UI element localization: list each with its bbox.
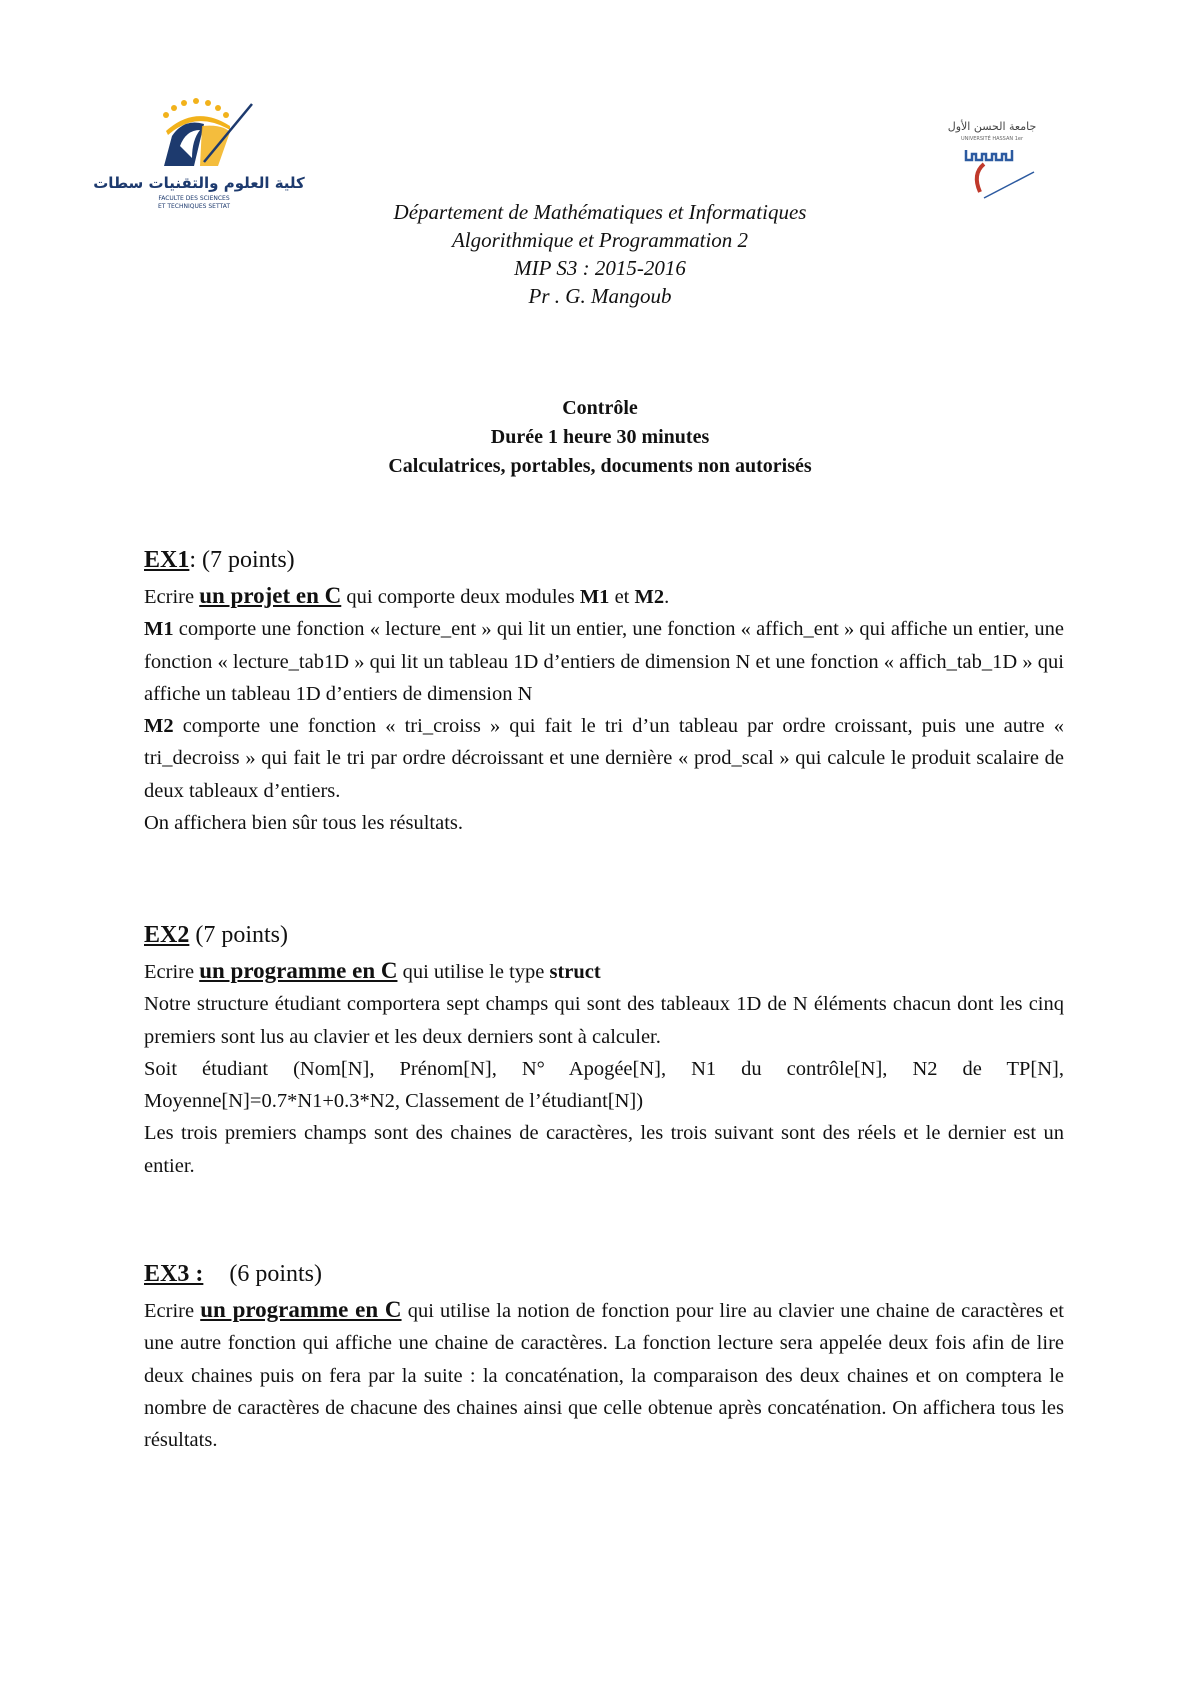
exam-duration: Durée 1 heure 30 minutes	[490, 426, 710, 448]
svg-text:جامعة الحسن الأول: جامعة الحسن الأول	[947, 120, 1037, 133]
document-header	[0, 198, 1200, 310]
exercise-1-conclusion: On affichera bien sûr tous les résultats.	[144, 812, 463, 835]
exercise-3-heading	[144, 1254, 1064, 1294]
exercise-2-heading	[144, 915, 1064, 955]
exam-title: Contrôle	[562, 397, 638, 419]
exam-title-block	[0, 394, 1200, 481]
exercise-1	[144, 540, 1064, 839]
exercise-3-body: Ecrire un programme en C qui utilise la notion de fonction pour lire au clavier une chaine de caractères et une autre fonction qui affiche une chaine de caractères. La fonction lecture sera appelée deux fois afin de lire deux chaines puis on fera par la suite : la concaténation, la comparaison des deux chaines et on comptera le nombre de caractères de chacune des chaines ainsi que celle obtenue après concaténation. On affichera tous les résultats.	[144, 1297, 1064, 1452]
session-line: MIP S3 : 2015-2016	[514, 256, 686, 280]
exercise-3-label: EX3 :	[144, 1261, 204, 1287]
exercise-1-intro: Ecrire un projet en C qui comporte deux modules M1 et M2.	[144, 583, 670, 608]
exercise-2	[144, 915, 1064, 1182]
exercise-1-task: un projet en C	[199, 583, 342, 608]
svg-text:UNIVERSITÉ HASSAN 1er: UNIVERSITÉ HASSAN 1er	[960, 136, 1024, 142]
exercise-2-points: (7 points)	[189, 922, 289, 948]
exam-rules: Calculatrices, portables, documents non autorisés	[388, 455, 812, 477]
department-line: Département de Mathématiques et Informatiques	[393, 200, 807, 224]
exercise-2-label: EX2	[144, 922, 190, 948]
exercise-2-types: Les trois premiers champs sont des chaines de caractères, les trois suivant sont des réels et le dernier est un entier.	[144, 1122, 1064, 1177]
exercise-2-task: un programme en C	[199, 958, 398, 983]
exercise-2-fields: Soit étudiant (Nom[N], Prénom[N], N° Apogée[N], N1 du contrôle[N], N2 de TP[N], Moyenne[N]=0.7*N1+0.3*N2, Classement de l’étudiant[N])	[144, 1057, 1064, 1113]
logo-left-arabic-text: كلية العلوم والتقنيات سطات	[93, 174, 305, 192]
exercise-1-module-m2: M2 comporte une fonction « tri_croiss » qui fait le tri d’un tableau par ordre croissant, puis une autre « tri_decroiss » qui fait le tri par ordre décroissant et une dernière « prod_scal » qui calcule le produit scalaire de deux tableaux d’entiers.	[144, 715, 1064, 802]
exercise-3	[144, 1254, 1064, 1456]
exercise-1-heading	[144, 540, 1064, 580]
exercise-3-points: (6 points)	[229, 1261, 323, 1287]
exercise-1-points: : (7 points)	[189, 547, 295, 573]
course-line: Algorithmique et Programmation 2	[451, 228, 749, 252]
exercise-1-label: EX1	[144, 547, 190, 573]
exercise-3-task: un programme en C	[200, 1297, 402, 1322]
svg-text:FACULTE DES SCIENCES: FACULTE DES SCIENCES	[158, 195, 230, 202]
exercise-2-structure: Notre structure étudiant comportera sept champs qui sont des tableaux 1D de N éléments chacun dont les cinq premiers sont lus au clavier et les deux derniers sont à calculer.	[144, 993, 1064, 1048]
exercise-1-module-m1: M1 comporte une fonction « lecture_ent » qui lit un entier, une fonction « affich_ent » qui affiche un entier, une fonction « lecture_tab1D » qui lit un tableau 1D d’entiers de dimension N et une fonction « affich_tab_1D » qui affiche un tableau 1D d’entiers de dimension N	[144, 618, 1064, 705]
svg-text:ET TECHNIQUES SETTAT: ET TECHNIQUES SETTAT	[157, 203, 231, 210]
exercise-2-intro: Ecrire un programme en C qui utilise le type struct	[144, 958, 601, 983]
professor-line: Pr . G. Mangoub	[528, 284, 672, 308]
